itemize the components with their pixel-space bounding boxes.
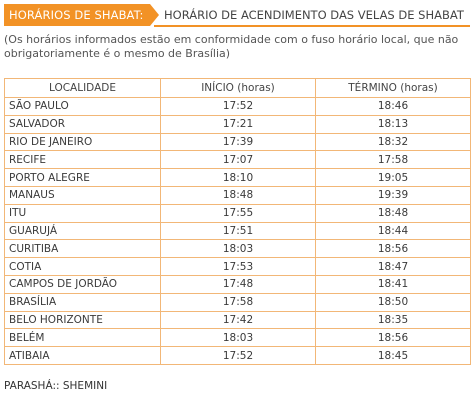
cell-end-time: 18:41	[316, 275, 471, 293]
cell-locality: BELO HORIZONTE	[5, 311, 161, 329]
timezone-note: (Os horários informados estão em conformidade com o fuso horário local, que não obrigatoriamente é o mesmo de Brasília)	[4, 33, 459, 60]
cell-start-time: 17:55	[161, 204, 316, 222]
cell-locality: ITU	[5, 204, 161, 222]
cell-locality: COTIA	[5, 258, 161, 276]
cell-locality: BELÉM	[5, 329, 161, 347]
cell-start-time: 18:48	[161, 186, 316, 204]
cell-end-time: 18:13	[316, 115, 471, 133]
cell-end-time: 18:56	[316, 329, 471, 347]
section-tag: HORÁRIOS DE SHABAT:	[4, 4, 150, 26]
section-title: HORÁRIO DE ACENDIMENTO DAS VELAS DE SHABAT	[164, 8, 464, 22]
cell-start-time: 17:52	[161, 98, 316, 116]
cell-end-time: 18:47	[316, 258, 471, 276]
cell-start-time: 17:39	[161, 133, 316, 151]
cell-end-time: 18:35	[316, 311, 471, 329]
table-header-row	[5, 79, 471, 98]
table-row	[5, 151, 471, 169]
table-row	[5, 240, 471, 258]
tag-arrow-shape	[150, 4, 159, 26]
cell-start-time: 17:48	[161, 275, 316, 293]
cell-start-time: 17:42	[161, 311, 316, 329]
cell-locality: SALVADOR	[5, 115, 161, 133]
table-row	[5, 133, 471, 151]
cell-locality: MANAUS	[5, 186, 161, 204]
cell-start-time: 17:58	[161, 293, 316, 311]
cell-locality: RECIFE	[5, 151, 161, 169]
shabbat-times-table	[4, 78, 471, 365]
cell-end-time: 18:48	[316, 204, 471, 222]
column-header-locality: LOCALIDADE	[5, 79, 161, 98]
table-row	[5, 275, 471, 293]
cell-end-time: 18:50	[316, 293, 471, 311]
cell-locality: PORTO ALEGRE	[5, 169, 161, 187]
cell-start-time: 17:21	[161, 115, 316, 133]
cell-end-time: 18:46	[316, 98, 471, 116]
cell-locality: RIO DE JANEIRO	[5, 133, 161, 151]
cell-locality: ATIBAIA	[5, 347, 161, 365]
cell-start-time: 17:52	[161, 347, 316, 365]
cell-start-time: 18:10	[161, 169, 316, 187]
cell-start-time: 17:07	[161, 151, 316, 169]
table-row	[5, 98, 471, 116]
cell-start-time: 18:03	[161, 240, 316, 258]
cell-end-time: 17:58	[316, 151, 471, 169]
table-body	[5, 98, 471, 365]
cell-locality: SÃO PAULO	[5, 98, 161, 116]
cell-locality: GUARUJÁ	[5, 222, 161, 240]
table-row	[5, 329, 471, 347]
table-row	[5, 169, 471, 187]
section-header	[4, 4, 470, 26]
cell-locality: BRASÍLIA	[5, 293, 161, 311]
header-underline	[154, 25, 470, 27]
cell-locality: CAMPOS DE JORDÃO	[5, 275, 161, 293]
cell-start-time: 17:53	[161, 258, 316, 276]
table-row	[5, 115, 471, 133]
cell-end-time: 18:44	[316, 222, 471, 240]
column-header-end: TÉRMINO (horas)	[316, 79, 471, 98]
table-row	[5, 186, 471, 204]
cell-end-time: 18:32	[316, 133, 471, 151]
cell-end-time: 18:56	[316, 240, 471, 258]
column-header-start: INÍCIO (horas)	[161, 79, 316, 98]
cell-end-time: 19:39	[316, 186, 471, 204]
table-row	[5, 293, 471, 311]
table-row	[5, 204, 471, 222]
cell-end-time: 18:45	[316, 347, 471, 365]
cell-locality: CURITIBA	[5, 240, 161, 258]
table-row	[5, 258, 471, 276]
table-row	[5, 311, 471, 329]
table-row	[5, 222, 471, 240]
cell-start-time: 18:03	[161, 329, 316, 347]
cell-start-time: 17:51	[161, 222, 316, 240]
parasha-label: PARASHÁ:: SHEMINI	[4, 380, 108, 392]
table-row	[5, 347, 471, 365]
cell-end-time: 19:05	[316, 169, 471, 187]
